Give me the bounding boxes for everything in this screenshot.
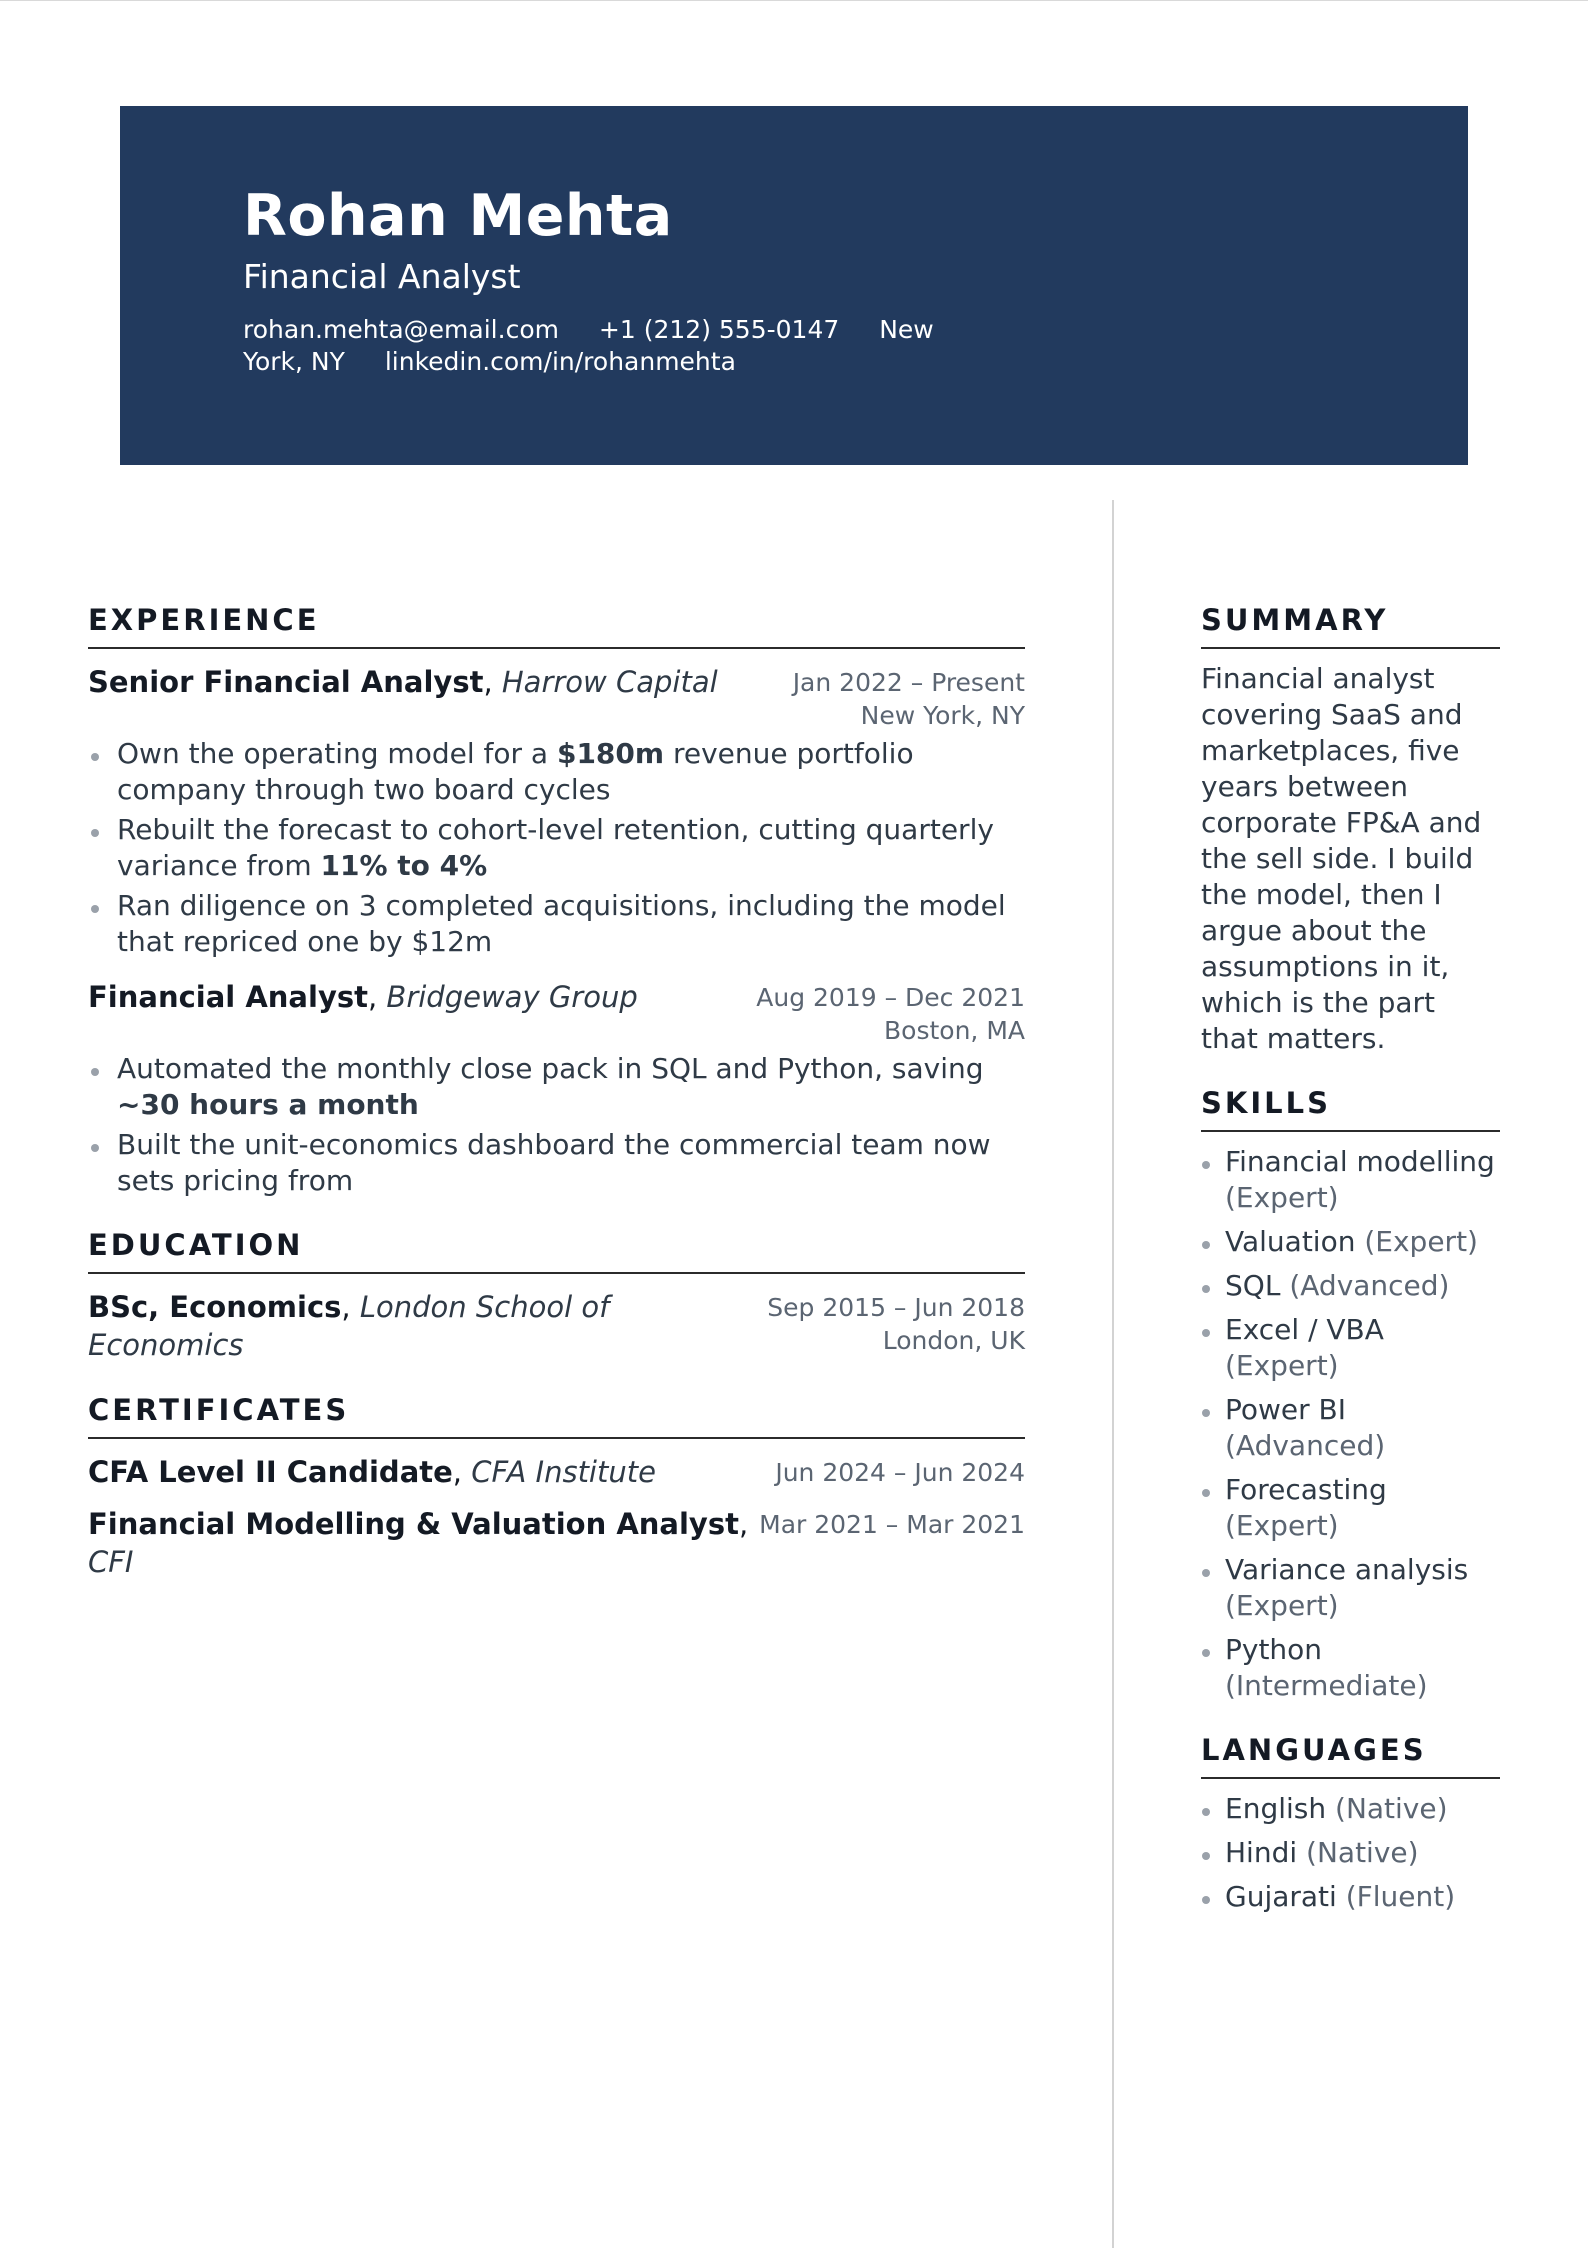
certificate-issuer: CFA Institute bbox=[471, 1455, 656, 1489]
education-dates: Sep 2015 – Jun 2018 bbox=[767, 1293, 1025, 1322]
certificate-dates: Jun 2024 – Jun 2024 bbox=[775, 1458, 1025, 1487]
top-border bbox=[0, 0, 1588, 1]
list-item: Power BI (Advanced) bbox=[1201, 1392, 1500, 1464]
list-item: Hindi (Native) bbox=[1201, 1835, 1500, 1871]
certificate-name: Financial Modelling & Valuation Analyst bbox=[88, 1507, 739, 1541]
job-title-line: Senior Financial Analyst, Harrow Capital bbox=[88, 665, 718, 699]
job-meta bbox=[756, 978, 1025, 1047]
certificate-issuer: CFI bbox=[88, 1545, 134, 1579]
education-heading: EDUCATION bbox=[88, 1227, 1025, 1274]
certificate-dates: Mar 2021 – Mar 2021 bbox=[759, 1510, 1025, 1539]
education-location: London, UK bbox=[882, 1326, 1025, 1355]
job-entry bbox=[88, 978, 1025, 1199]
job-role: Financial Analyst bbox=[88, 980, 368, 1014]
skills-list bbox=[1201, 1144, 1500, 1704]
list-item: Built the unit-economics dashboard the commercial team now sets pricing from bbox=[88, 1127, 1025, 1199]
job-company: Bridgeway Group bbox=[386, 980, 638, 1014]
certificate-name: CFA Level II Candidate bbox=[88, 1455, 453, 1489]
candidate-title: Financial Analyst bbox=[243, 257, 521, 296]
job-company: Harrow Capital bbox=[501, 665, 718, 699]
job-entry bbox=[88, 663, 1025, 960]
job-meta bbox=[793, 663, 1025, 732]
job-role: Senior Financial Analyst bbox=[88, 665, 484, 699]
contact-linkedin[interactable]: linkedin.com/in/rohanmehta bbox=[384, 347, 736, 376]
list-item: Python (Intermediate) bbox=[1201, 1632, 1500, 1704]
education-title-line: BSc, Economics, London School of Economics bbox=[88, 1290, 610, 1362]
certificate-entry bbox=[88, 1505, 1025, 1581]
main-column bbox=[88, 602, 1025, 1581]
list-item: Automated the monthly close pack in SQL and Python, saving ~30 hours a month bbox=[88, 1051, 1025, 1123]
summary-text: Financial analyst covering SaaS and marketplaces, five years between corporate FP&A and the sell side. I build the model, then I argue about the assumptions in it, which is the part that matters. bbox=[1201, 662, 1482, 1055]
certificate-entry bbox=[88, 1453, 1025, 1491]
resume-header bbox=[120, 106, 1468, 465]
column-divider bbox=[1112, 500, 1114, 2248]
list-item: English (Native) bbox=[1201, 1791, 1500, 1827]
education-entry bbox=[88, 1288, 1025, 1364]
job-bullets bbox=[88, 1051, 1025, 1199]
list-item: SQL (Advanced) bbox=[1201, 1268, 1500, 1304]
summary-heading: SUMMARY bbox=[1201, 602, 1500, 649]
job-location: Boston, MA bbox=[884, 1016, 1025, 1045]
candidate-name: Rohan Mehta bbox=[243, 183, 673, 249]
contact-email[interactable]: rohan.mehta@email.com bbox=[243, 315, 559, 344]
languages-list bbox=[1201, 1791, 1500, 1915]
side-column bbox=[1201, 602, 1500, 1915]
experience-heading: EXPERIENCE bbox=[88, 602, 1025, 649]
list-item: Valuation (Expert) bbox=[1201, 1224, 1500, 1260]
languages-heading: LANGUAGES bbox=[1201, 1732, 1500, 1779]
list-item: Forecasting (Expert) bbox=[1201, 1472, 1500, 1544]
job-dates: Aug 2019 – Dec 2021 bbox=[756, 983, 1025, 1012]
job-dates: Jan 2022 – Present bbox=[792, 668, 1025, 697]
list-item: Financial modelling (Expert) bbox=[1201, 1144, 1500, 1216]
job-bullets bbox=[88, 736, 1025, 960]
list-item: Rebuilt the forecast to cohort-level retention, cutting quarterly variance from 11% to 4% bbox=[88, 812, 1025, 884]
contact-line bbox=[243, 314, 988, 378]
education-meta bbox=[767, 1288, 1025, 1357]
list-item: Own the operating model for a $180m revenue portfolio company through two board cycles bbox=[88, 736, 1025, 808]
job-location: New York, NY bbox=[860, 701, 1025, 730]
contact-phone[interactable]: +1 (212) 555-0147 bbox=[598, 315, 840, 344]
education-school: London School of Economics bbox=[88, 1290, 610, 1362]
list-item: Gujarati (Fluent) bbox=[1201, 1879, 1500, 1915]
education-degree: BSc, Economics bbox=[88, 1290, 342, 1324]
list-item: Variance analysis (Expert) bbox=[1201, 1552, 1500, 1624]
skills-heading: SKILLS bbox=[1201, 1085, 1500, 1132]
list-item: Excel / VBA (Expert) bbox=[1201, 1312, 1500, 1384]
job-title-line: Financial Analyst, Bridgeway Group bbox=[88, 980, 638, 1014]
certificates-heading: CERTIFICATES bbox=[88, 1392, 1025, 1439]
certificate-title-line: CFA Level II Candidate, CFA Institute bbox=[88, 1455, 656, 1489]
contact-location: New York, NY bbox=[243, 315, 934, 376]
list-item: Ran diligence on 3 completed acquisitions, including the model that repriced one by $12m bbox=[88, 888, 1025, 960]
certificate-title-line: Financial Modelling & Valuation Analyst, CFI bbox=[88, 1507, 749, 1579]
